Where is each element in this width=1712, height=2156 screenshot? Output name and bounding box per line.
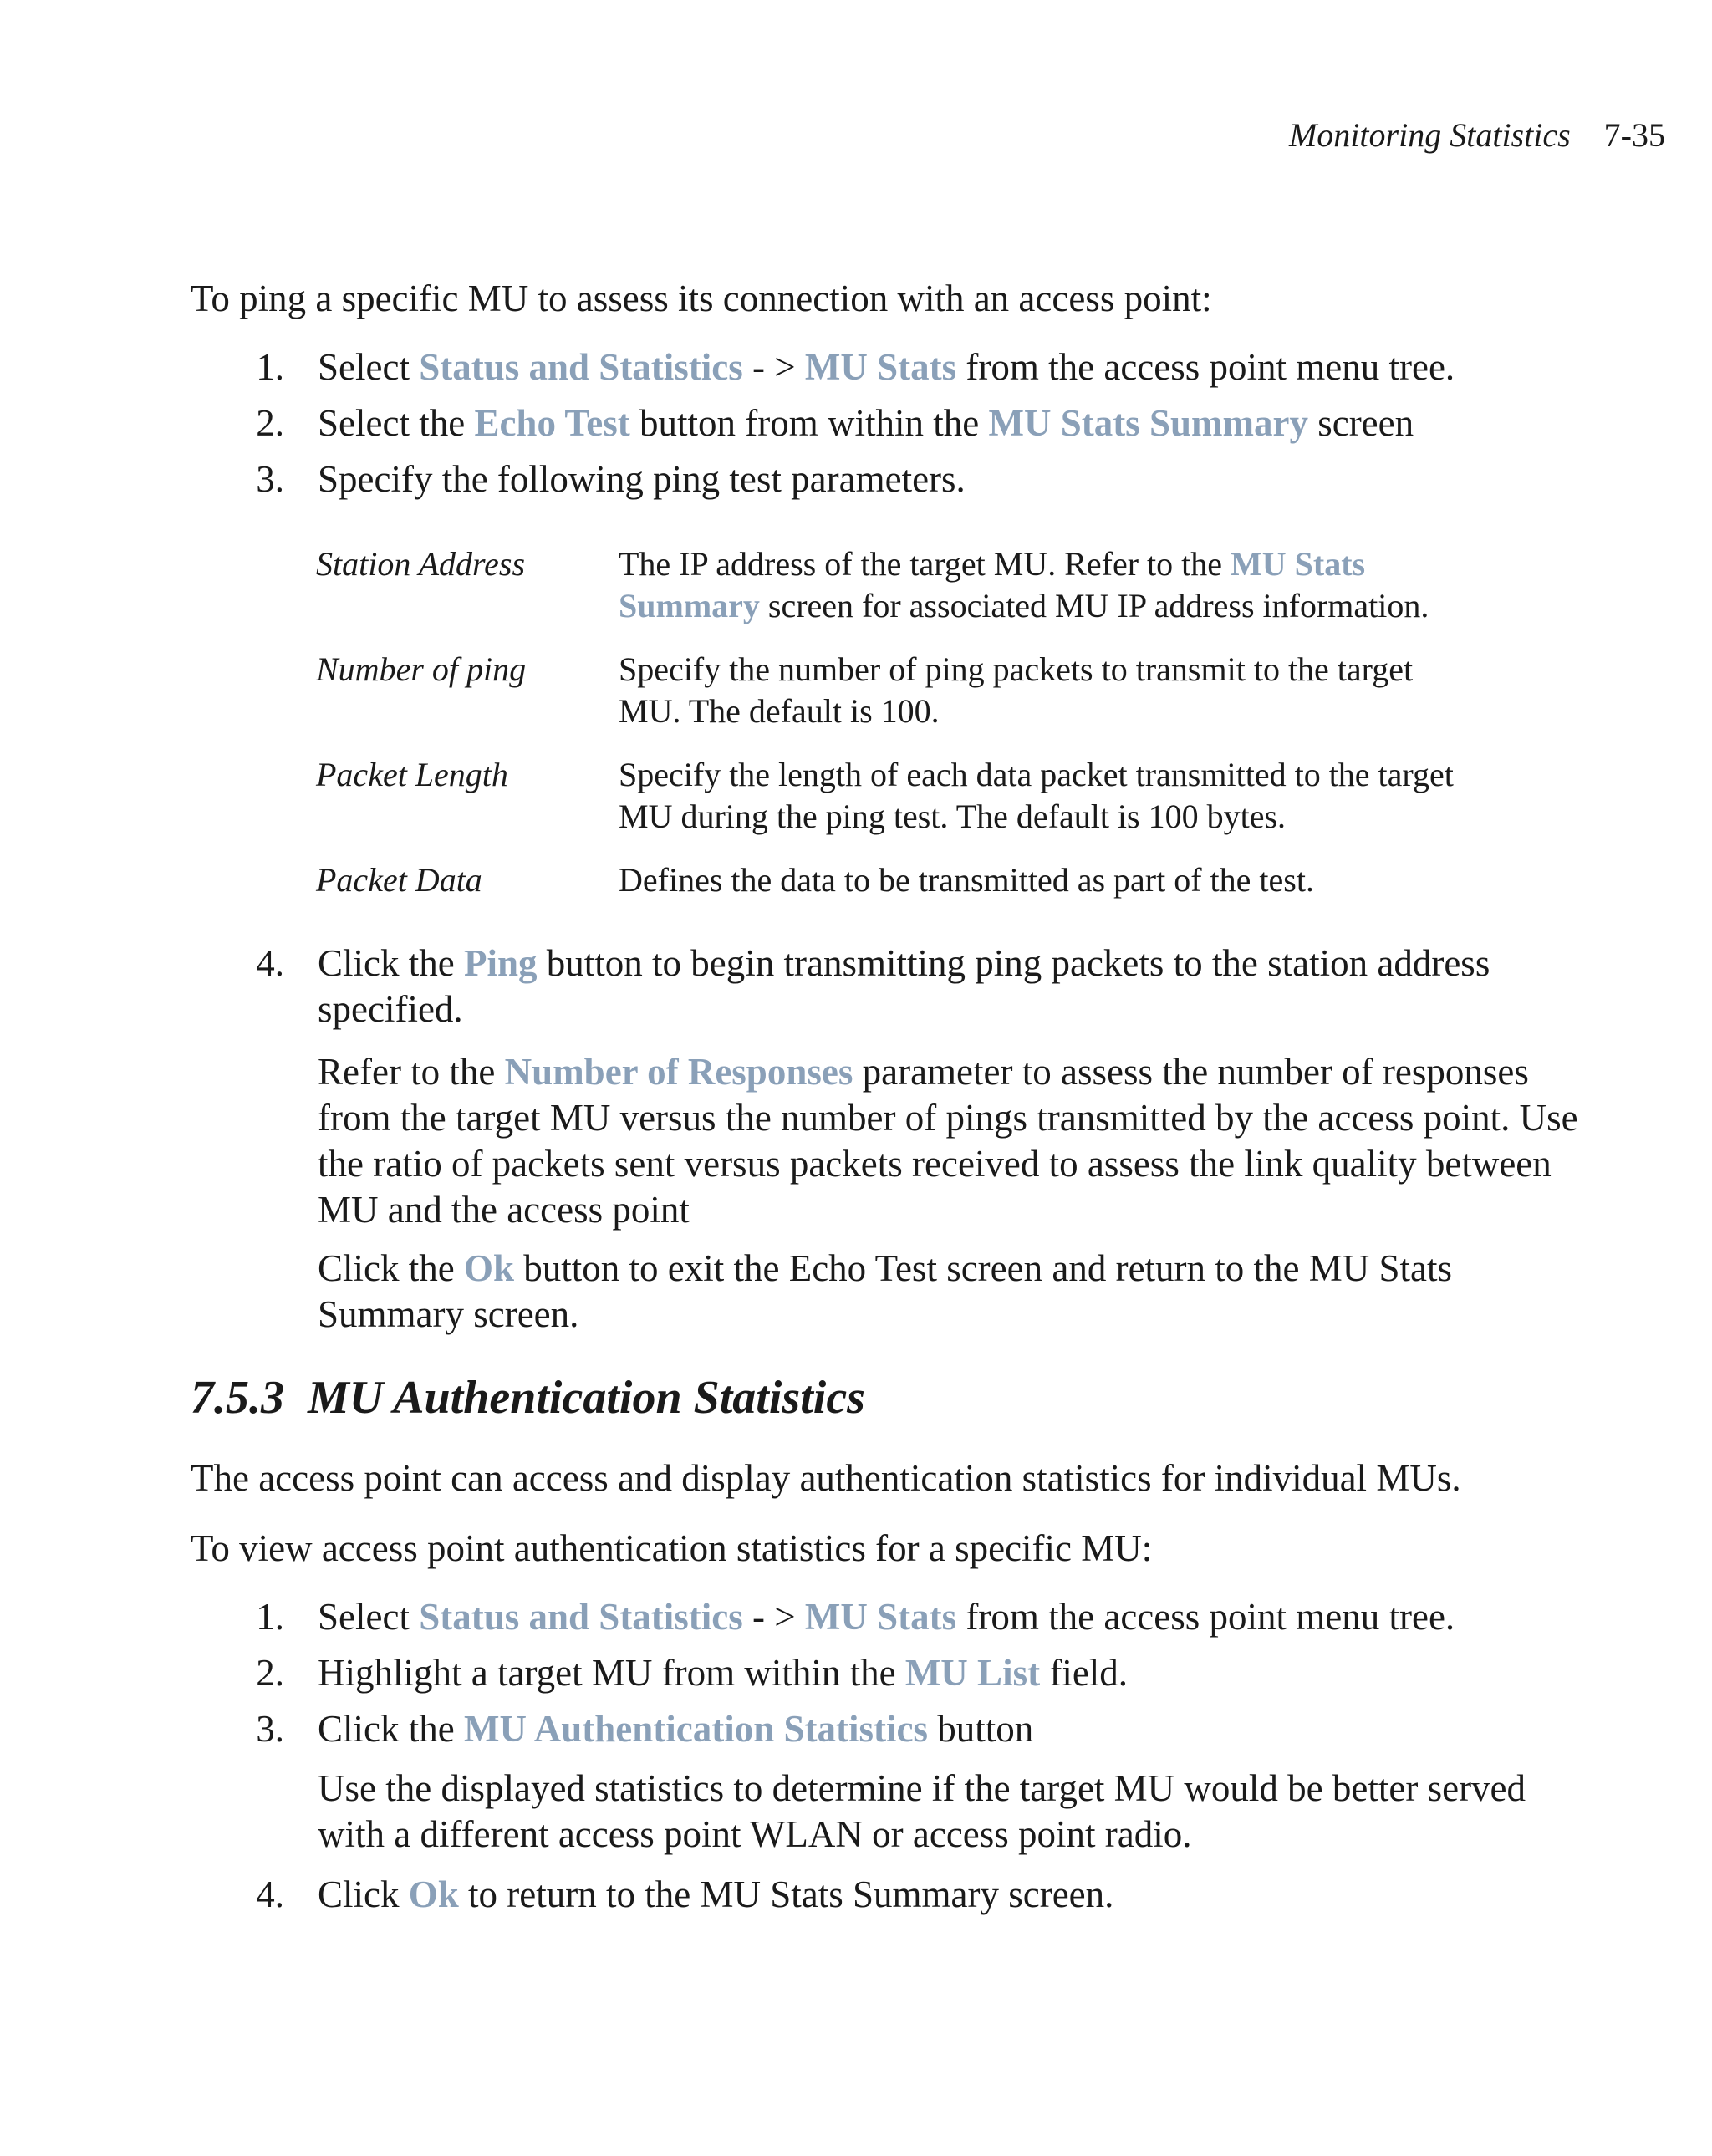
- step-b2: Highlight a target MU from within the MU List field.: [318, 1652, 1129, 1694]
- step-a3: Specify the following ping test parameters.: [318, 458, 966, 500]
- intro-paragraph: To ping a specific MU to assess its connection with an access point:: [191, 278, 1212, 319]
- step-b4: Click Ok to return to the MU Stats Summary screen.: [318, 1873, 1114, 1915]
- keyword: MU List: [904, 1652, 1041, 1694]
- keyword: Number of Responses: [504, 1051, 853, 1093]
- step-a2: Select the Echo Test button from within the MU Stats Summary screen: [318, 402, 1414, 444]
- keyword: Ok: [408, 1873, 459, 1915]
- keyword: Status and Statistics: [419, 1596, 743, 1638]
- step-b1: Select Status and Statistics - > MU Stats from the access point menu tree.: [318, 1596, 1455, 1638]
- keyword: MU Stats Summary: [619, 545, 1366, 624]
- step-b3: Click the MU Authentication Statistics button: [318, 1708, 1034, 1750]
- param-term: Packet Data: [316, 861, 482, 899]
- keyword: MU Authentication Statistics: [463, 1708, 928, 1750]
- keyword: MU Stats: [804, 346, 957, 388]
- click-ok-paragraph: Click the Ok button to exit the Echo Test screen and return to the MU Stats Summary screen.: [318, 1247, 1453, 1335]
- step-a4: Click the Ping button to begin transmitting ping packets to the station address specified.: [318, 942, 1490, 1030]
- refer-paragraph: Refer to the Number of Responses parameter to assess the number of responses from the target MU versus the number of pings transmitted by the access point. Use the ratio of packets sent versus packets received to assess the link quality between MU and the access point: [318, 1051, 1578, 1231]
- step-number: 1.: [256, 346, 284, 388]
- auth-intro-2: To view access point authentication statistics for a specific MU:: [191, 1527, 1153, 1569]
- step-number: 3.: [256, 458, 284, 500]
- step-number: 3.: [256, 1708, 284, 1750]
- param-desc: The IP address of the target MU. Refer to the MU Stats Summary screen for associated MU IP address information.: [619, 545, 1429, 624]
- param-desc: Specify the length of each data packet transmitted to the target MU during the ping test. The default is 100 bytes.: [619, 756, 1454, 835]
- param-term: Station Address: [316, 545, 526, 583]
- keyword: Ping: [463, 942, 538, 984]
- keyword: Ok: [463, 1247, 514, 1289]
- step-number: 2.: [256, 1652, 284, 1694]
- step-number: 1.: [256, 1596, 284, 1638]
- param-term: Number of ping: [316, 650, 527, 688]
- param-desc: Defines the data to be transmitted as part of the test.: [619, 861, 1314, 899]
- keyword: MU Stats Summary: [988, 402, 1308, 444]
- keyword: Echo Test: [474, 402, 630, 444]
- keyword: Status and Statistics: [419, 346, 743, 388]
- param-term: Packet Length: [316, 756, 508, 793]
- step-number: 2.: [256, 402, 284, 444]
- keyword: MU Stats: [804, 1596, 957, 1638]
- header-section-title: Monitoring Statistics: [1288, 116, 1571, 154]
- page-number: 7-35: [1603, 116, 1665, 154]
- auth-note: Use the displayed statistics to determine if the target MU would be better served with a different access point WLAN or access point radio.: [318, 1767, 1526, 1855]
- step-number: 4.: [256, 1873, 284, 1915]
- section-heading: [191, 1371, 865, 1425]
- section-title: MU Authentication Statistics: [308, 1372, 865, 1424]
- step-a1: Select Status and Statistics - > MU Stats from the access point menu tree.: [318, 346, 1455, 388]
- auth-intro-1: The access point can access and display authentication statistics for individual MUs.: [191, 1457, 1461, 1499]
- param-desc: Specify the number of ping packets to transmit to the target MU. The default is 100.: [619, 650, 1414, 730]
- section-number: 7.5.3: [191, 1372, 284, 1424]
- step-number: 4.: [256, 942, 284, 984]
- running-header: [0, 115, 1665, 155]
